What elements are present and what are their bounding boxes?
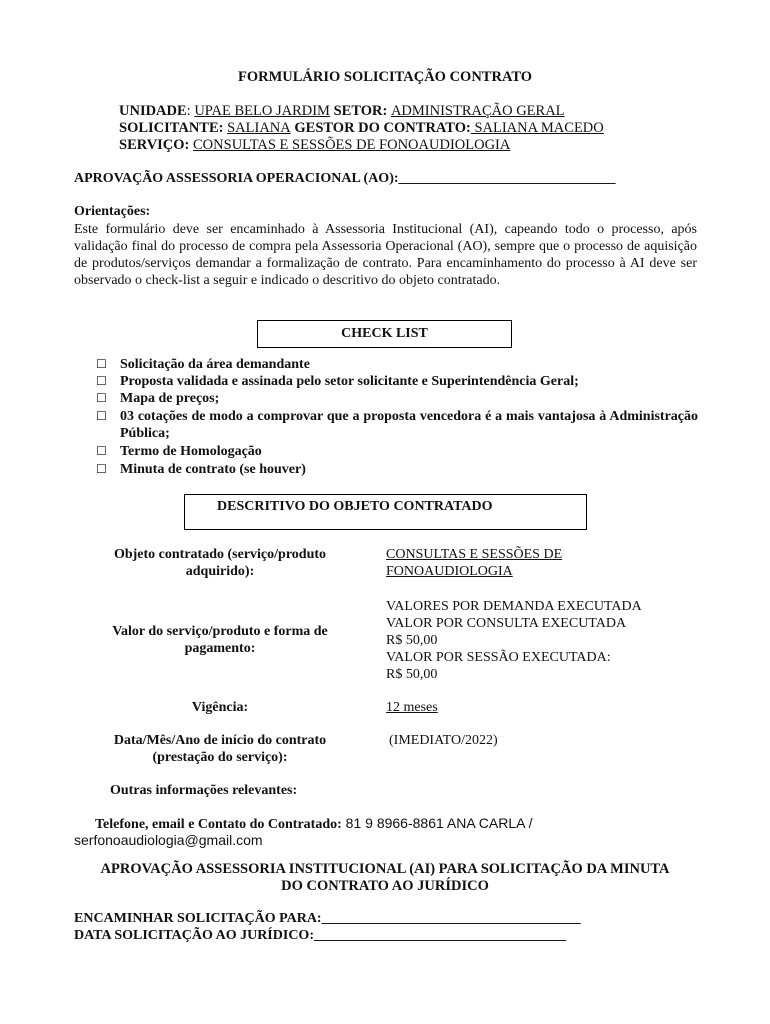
objeto-value-line: CONSULTAS E SESSÕES DE [386,547,563,562]
objeto-value-line: FONOAUDIOLOGIA [386,564,513,579]
data-inicio-label: Data/Mês/Ano de início do contrato (prestação do serviço): [113,733,327,765]
checklist-item-label: Mapa de preços; [120,391,220,406]
header-unidade-line [119,103,565,120]
aprovacao-ao-line: APROVAÇÃO ASSESSORIA OPERACIONAL (AO):_______________________________ [74,171,616,186]
checkbox-icon[interactable]: ☐ [96,391,107,405]
contato-value: 81 9 8966-8861 ANA CARLA / [341,815,533,831]
contato-line [95,815,533,833]
orientacoes-heading: Orientações: [74,204,151,219]
valor-line: VALOR POR CONSULTA EXECUTADA [386,616,627,631]
servico-value: CONSULTAS E SESSÕES DE FONOAUDIOLOGIA [193,137,511,153]
checklist-item-label: Termo de Homologação [120,444,262,459]
header-solicitante-line [119,120,604,137]
checklist-item [96,373,698,390]
setor-value: ADMINISTRAÇÃO GERAL [390,103,565,119]
objeto-value [386,546,562,580]
gestor-value: SALIANA MACEDO [470,120,604,136]
checkbox-icon[interactable]: ☐ [96,444,107,458]
valor-line: VALOR POR SESSÃO EXECUTADA: [386,650,611,665]
contato-label: Telefone, email e Contato do Contratado: [95,817,342,832]
checklist-item-label: Minuta de contrato (se houver) [120,462,306,477]
valor-line: VALORES POR DEMANDA EXECUTADA [386,599,642,614]
checklist-item [96,356,698,373]
checkbox-icon[interactable]: ☐ [96,409,107,423]
header-servico-line [119,137,510,154]
orientacoes-text: Este formulário deve ser encaminhado à Assessoria Institucional (AI), capeando todo o processo, após validação final do processo de compra pela Assessoria Operacional (AO), sempre que o processo de aquisição de produtos/serviços demandar a formalização de contrato. Para encaminhamento do processo à AI deve ser observado o check-list a seguir e indicado o descritivo do objeto contratado. [74,222,697,288]
vigencia-label: Vigência: [191,700,249,715]
checklist-item [96,408,698,442]
valor-label: Valor do serviço/produto e forma de pagamento: [112,624,328,656]
aprovacao-ai: APROVAÇÃO ASSESSORIA INSTITUCIONAL (AI) PARA SOLICITAÇÃO DA MINUTA DO CONTRATO AO JURÍDICO [100,861,670,894]
data-solicitacao-line: DATA SOLICITAÇÃO AO JURÍDICO:____________________________________ [74,928,566,943]
gestor-label: GESTOR DO CONTRATO: [290,120,471,136]
unidade-colon: : [186,103,195,119]
checklist-item [96,461,698,478]
checkbox-icon[interactable]: ☐ [96,374,107,388]
objeto-label: Objeto contratado (serviço/produto adquirido): [113,547,327,579]
solicitante-label: SOLICITANTE: [119,120,228,136]
outras-label: Outras informações relevantes: [110,783,298,798]
encaminhar-line: ENCAMINHAR SOLICITAÇÃO PARA:_____________________________________ [74,911,581,926]
vigencia-value: 12 meses [386,700,438,715]
checklist-item [96,390,698,407]
unidade-label: UNIDADE [119,103,187,119]
unidade-value: UPAE BELO JARDIM [194,103,330,119]
checkbox-icon[interactable]: ☐ [96,462,107,476]
checklist-item-label: Solicitação da área demandante [120,357,310,372]
checklist-box: CHECK LIST [257,320,512,348]
form-title: FORMULÁRIO SOLICITAÇÃO CONTRATO [237,69,533,85]
descritivo-box: DESCRITIVO DO OBJETO CONTRATADO [184,494,587,530]
checklist-item [96,443,698,460]
valor-line: R$ 50,00 [386,667,438,682]
checkbox-icon[interactable]: ☐ [96,357,107,371]
contato-email: serfonoaudiologia@gmail.com [74,832,263,848]
valor-line: R$ 50,00 [386,633,438,648]
checklist-item-label: Proposta validada e assinada pelo setor solicitante e Superintendência Geral; [120,374,579,389]
setor-label: SETOR: [329,103,391,119]
servico-label: SERVIÇO: [119,137,194,153]
solicitante-value: SALIANA [227,120,291,136]
data-inicio-value: (IMEDIATO/2022) [389,733,498,748]
checklist-item-label: 03 cotações de modo a comprovar que a proposta vencedora é a mais vantajosa à Administração Pública; [120,409,698,441]
valor-value [386,598,642,683]
